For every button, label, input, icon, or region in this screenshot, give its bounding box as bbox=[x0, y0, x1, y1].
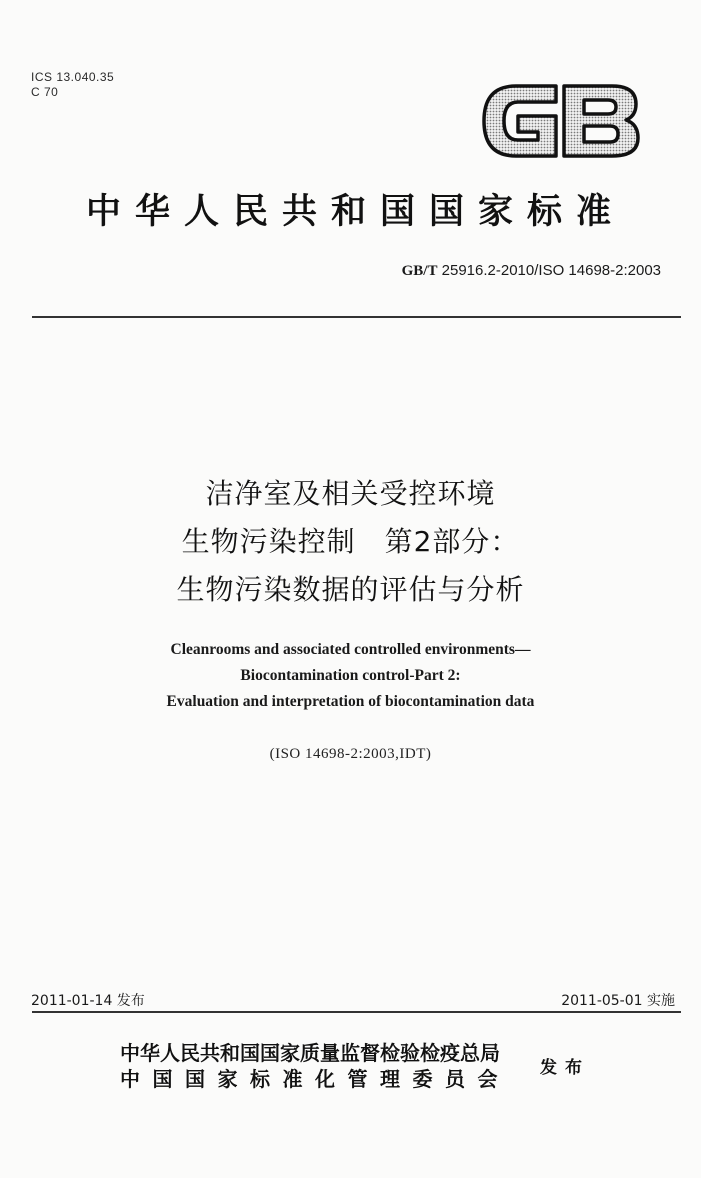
english-title-line-2: Biocontamination control-Part 2: bbox=[240, 667, 461, 684]
issue-date: 2011-01-14 发布 bbox=[31, 993, 145, 1009]
english-title-line-3: Evaluation and interpretation of biocontamination data bbox=[166, 693, 535, 710]
issuing-authorities bbox=[120, 1040, 510, 1092]
chinese-title bbox=[0, 470, 701, 614]
standard-number-value: 25916.2-2010/ISO 14698-2:2003 bbox=[437, 262, 661, 279]
english-title bbox=[0, 637, 701, 715]
implementation-date: 2011-05-01 实施 bbox=[561, 993, 675, 1009]
standard-number bbox=[402, 262, 661, 280]
gb-logo bbox=[480, 80, 640, 162]
chinese-title-line-1: 洁净室及相关受控环境 bbox=[205, 477, 496, 510]
classification-codes bbox=[31, 70, 114, 100]
issuer-aqsiq: 中华人民共和国国家质量监督检验检疫总局 bbox=[120, 1041, 500, 1065]
header-divider bbox=[32, 316, 681, 318]
standard-category-title: 中华人民共和国国家标准 bbox=[85, 191, 625, 232]
iso-reference: (ISO 14698-2:2003,IDT) bbox=[269, 746, 432, 762]
chinese-title-line-2: 生物污染控制 第2部分： bbox=[181, 525, 520, 558]
issuer-sac: 中国国家标准化管理委员会 bbox=[120, 1067, 510, 1091]
standard-prefix: GB/T bbox=[401, 263, 438, 279]
footer-divider bbox=[32, 1011, 681, 1013]
ics-code: ICS 13.040.35 bbox=[31, 70, 115, 84]
publish-label: 发布 bbox=[540, 1058, 590, 1078]
english-title-line-1: Cleanrooms and associated controlled environments— bbox=[170, 641, 531, 658]
chinese-title-line-3: 生物污染数据的评估与分析 bbox=[176, 573, 525, 606]
ccs-code: C 70 bbox=[31, 85, 59, 99]
